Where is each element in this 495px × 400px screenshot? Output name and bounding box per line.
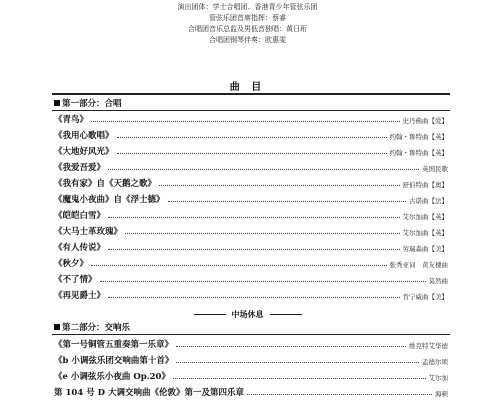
program-item — [54, 369, 448, 382]
program-item — [54, 353, 448, 366]
piece-title: 《有人传说》 — [54, 243, 106, 253]
composer-credit: 肯宁威曲【美】 — [402, 293, 448, 301]
program-item — [54, 160, 448, 173]
program-item — [54, 112, 448, 125]
dot-leader — [168, 201, 406, 202]
piece-title: 《再见爵士》 — [54, 291, 106, 301]
dot-leader — [247, 394, 432, 395]
part1-heading — [54, 97, 122, 109]
part2-rule — [52, 334, 450, 335]
title-rule — [52, 93, 450, 95]
dot-leader — [176, 362, 419, 363]
piece-title: 《e 小调弦乐小夜曲 Op.20》 — [54, 372, 170, 382]
composer-credit: 艾尔加曲【英】 — [402, 229, 448, 237]
dot-leader — [117, 153, 387, 154]
dash-right — [270, 314, 302, 315]
dot-leader — [108, 249, 399, 250]
program-item — [54, 144, 448, 157]
piece-title: 《魔鬼小夜曲》自《浮士德》 — [54, 195, 165, 205]
dot-leader — [108, 297, 399, 298]
composer-credit: 维克特艾华德 — [409, 342, 448, 350]
piece-title: 《秋夕》 — [54, 259, 89, 269]
part2-heading — [54, 321, 130, 333]
piece-title: 《青鸟》 — [54, 115, 89, 125]
dot-leader — [125, 233, 399, 234]
piece-title: 《b 小调弦乐团交响曲第十首》 — [54, 356, 174, 366]
program-item — [54, 337, 448, 350]
program-item — [54, 128, 448, 141]
dash-left — [194, 314, 226, 315]
intermission-text: 中场休息 — [231, 309, 264, 319]
dot-leader — [108, 217, 399, 218]
composer-credit: 莫然曲 — [428, 277, 448, 285]
square-bullet-icon — [54, 324, 60, 330]
intermission — [0, 309, 495, 320]
dot-leader — [176, 346, 406, 347]
dot-leader — [173, 378, 426, 379]
dot-leader — [117, 137, 387, 138]
composer-credit: 约翰・鲁特曲【英】 — [389, 133, 448, 141]
program-title: 曲 目 — [229, 82, 266, 93]
composer-credit: 海顿 — [435, 390, 448, 398]
part2-heading-text: 第二部分：交响乐 — [62, 323, 131, 333]
piece-title: 《我用心歌唱》 — [54, 131, 114, 141]
piece-title: 《皑皑白雪》 — [54, 211, 106, 221]
composer-credit: 艾尔加 — [428, 374, 448, 382]
program-item — [54, 272, 448, 285]
composer-credit: 舒伯特曲【奥】 — [402, 181, 448, 189]
program-item — [54, 192, 448, 205]
program-item — [54, 176, 448, 189]
composer-credit: 孟德尔颂 — [422, 358, 448, 366]
piece-title: 《我爱吾爱》 — [54, 163, 106, 173]
dot-leader — [159, 185, 399, 186]
program-item — [54, 208, 448, 221]
part1-heading-text: 第一部分：合唱 — [62, 99, 122, 109]
composer-credit: 劳瑞森曲【美】 — [402, 245, 448, 253]
program-item — [54, 256, 448, 269]
piece-title: 《不了情》 — [54, 275, 97, 285]
piece-title: 《大马士革玫瑰》 — [54, 227, 123, 237]
header-line-2: 管弦乐团首席指挥：蔡睿 — [209, 14, 286, 22]
dot-leader — [100, 281, 426, 282]
piece-title: 《大地好风光》 — [54, 147, 114, 157]
square-bullet-icon — [54, 100, 60, 106]
program-item — [54, 224, 448, 237]
composer-credit: 英国民歌 — [422, 165, 448, 173]
composer-credit: 约翰・鲁特曲【英】 — [389, 149, 448, 157]
header-line-3: 合唱团音乐总监及男低音独唱：黄日珩 — [188, 25, 307, 33]
header-line-4: 合唱团钢琴伴奏：欧惠雯 — [209, 36, 286, 44]
part1-rule — [52, 110, 450, 111]
program-item — [54, 288, 448, 301]
program-item — [54, 385, 448, 398]
dot-leader — [108, 169, 419, 170]
header-line-1: 演出团体：学士合唱团、香港青少年管弦乐团 — [177, 3, 318, 11]
dot-leader — [91, 265, 386, 266]
piece-title: 第 104 号 D 大调交响曲《伦敦》第一及第四乐章 — [54, 388, 244, 398]
composer-credit: 史丹佛曲【爱】 — [402, 117, 448, 125]
dot-leader — [91, 121, 399, 122]
piece-title: 《我有家》自《天鹅之歌》 — [54, 179, 157, 189]
composer-credit: 张秀亚词 黄友棣曲 — [389, 261, 448, 269]
program-item — [54, 240, 448, 253]
piece-title: 《第一号铜管五重奏第一乐章》 — [54, 340, 174, 350]
composer-credit: 艾尔加曲【英】 — [402, 213, 448, 221]
composer-credit: 古诺曲【法】 — [409, 197, 448, 205]
